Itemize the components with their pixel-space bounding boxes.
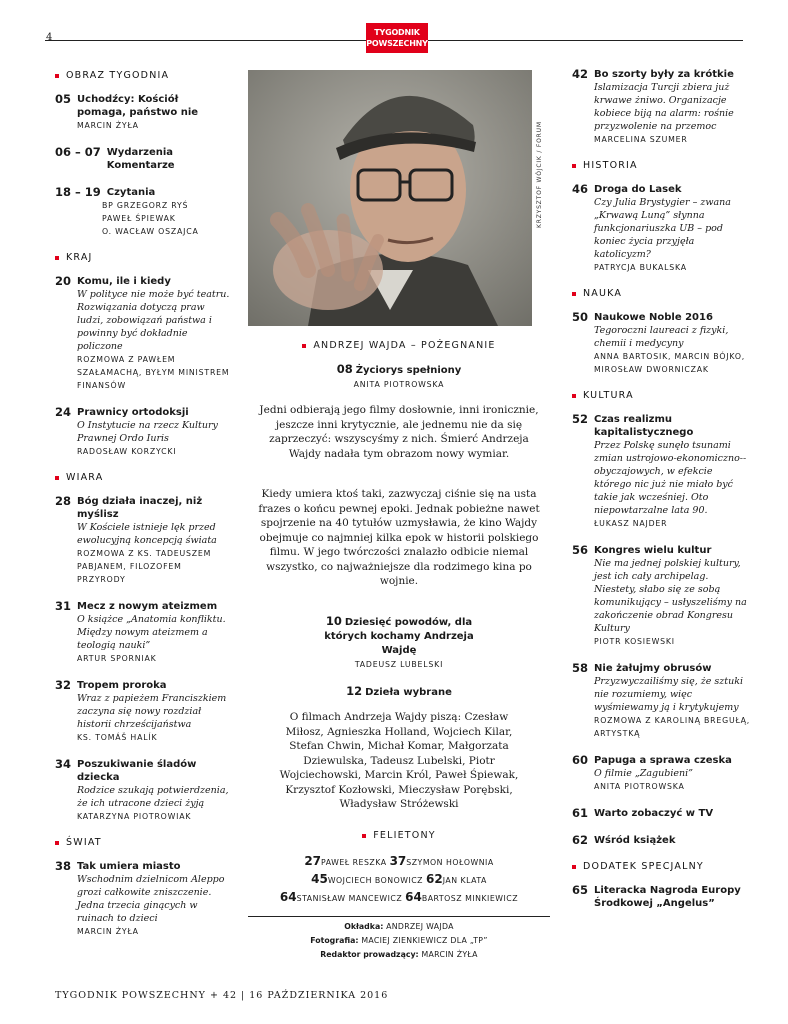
page-ref: 50 [572, 310, 589, 324]
feletony-page: 62 [426, 872, 443, 886]
entry-title: Wydarzenia Komentarze [106, 147, 175, 171]
entry-heading [572, 834, 752, 847]
entry-author: KS. TOMÁŠ HALÍK [77, 733, 158, 742]
section-heading [55, 837, 230, 848]
entry-description: Przyzwyczailiśmy się, że sztuki nie rozumiemy, więc wyśmiewamy ją i krytykujemy [594, 676, 744, 713]
toc-entry [572, 183, 752, 274]
lead-paragraph-2: Kiedy umiera ktoś taki, zazwyczaj ciśnie się na usta frazes o końcu pewnej epoki. Jednak pobieżne nawet spojrzenie na 40 tytułów uzmysławia, że kino Wajdy obejmuje co najmniej kilka epok w historii polskiego filmu. W jego twórczości znalazło odbicie niemal wszystko, co najważniejsze dla rodzimego kina po wojnie. [258, 488, 540, 587]
magazine-logo: TYGODNIK POWSZECHNY [366, 23, 428, 53]
page-ref: 31 [55, 599, 72, 613]
entry-author: ARTUR SPORNIAK [77, 654, 157, 663]
toc-entry [55, 186, 230, 238]
entry-heading [572, 662, 752, 675]
page-ref: 06 – 07 [55, 145, 101, 159]
entry-heading [572, 413, 752, 439]
section-marker-icon [362, 834, 366, 838]
lead-article: 08 Życiorys spełniony ANITA PIOTROWSKA [248, 362, 550, 391]
toc-entry [572, 754, 752, 793]
entry-title: Bóg działa inaczej, niż myślisz [77, 496, 203, 520]
entry-title: Naukowe Noble 2016 [594, 312, 713, 323]
entry-author: RADOSŁAW KORZYCKI [77, 447, 177, 456]
page-ref: 05 [55, 92, 72, 106]
page-ref: 20 [55, 274, 72, 288]
entry-heading [572, 884, 752, 910]
section-heading [572, 390, 752, 401]
entry-heading [55, 679, 230, 692]
entry-author: ROZMOWA Z KS. TADEUSZEM PABJANEM, FILOZOFEM PRZYRODY [77, 549, 212, 584]
entry-heading [55, 758, 230, 784]
entry-heading [572, 754, 752, 767]
section-title: DODATEK SPECJALNY [583, 861, 704, 872]
cover-credits [248, 920, 550, 962]
toc-entry [55, 860, 230, 938]
section-marker-icon [55, 74, 59, 78]
footer-title: TYGODNIK POWSZECHNY [55, 990, 206, 1001]
entry-description: Islamizacja Turcji zbiera już krwawe żniwo. Organizacje kobiece biją na alarm: rośnie przyzwolenie na przemoc [594, 82, 734, 132]
entry-title: Uchodźcy: Kościół pomaga, państwo nie [77, 94, 199, 118]
entry-author: MARCIN ŻYŁA [77, 927, 139, 936]
entry-title: Komu, ile i kiedy [77, 276, 171, 287]
section-heading [572, 160, 752, 171]
entry-title: Nie żałujmy obrusów [594, 663, 712, 674]
entry-heading [572, 807, 752, 820]
credit-line [248, 934, 550, 948]
toc-section [55, 472, 230, 823]
article-selected-works: 12 Dzieła wybrane [346, 684, 452, 698]
entry-description: Czy Julia Brystygier – zwana „Krwawą Luną” słynna funkcjonariuszka UB – pod koniec życia przyjęła katolicyzm? [594, 197, 731, 260]
section-heading [55, 70, 230, 81]
page-ref: 24 [55, 405, 72, 419]
portrait-illustration [248, 70, 532, 326]
entry-author: ROZMOWA Z PAWŁEM SZAŁAMACHĄ, BYŁYM MINISTREM FINANSÓW [77, 355, 230, 390]
feletony-page: 64 [279, 890, 297, 904]
credit-line [248, 948, 550, 962]
toc-entry [572, 68, 752, 146]
credits-rule [248, 916, 550, 917]
page-ref: 61 [572, 806, 589, 820]
section-title: KULTURA [583, 390, 634, 401]
entry-author: ANITA PIOTROWSKA [594, 782, 685, 791]
entry-description: Przez Polskę sunęło tsunami zmian ustrojowo-ekonomiczno--obyczajowych, w efekcie którego nic już nie miało być takie jak wcześniej. Oto niepowtarzalne lata 90. [594, 440, 747, 516]
feletony-row [248, 889, 550, 907]
entry-title: Tak umiera miasto [77, 861, 181, 872]
page-ref: 18 – 19 [55, 185, 101, 199]
entry-description: W Kościele istnieje lęk przed ewolucyjną koncepcją świata [77, 522, 217, 546]
feletony-author: STANISŁAW MANCEWICZ [296, 894, 403, 903]
feletony-author: BARTOSZ MINKIEWICZ [421, 894, 519, 903]
entry-title: Papuga a sprawa czeska [594, 755, 732, 766]
wajda-portrait-photo [248, 70, 532, 326]
toc-section [572, 68, 752, 146]
feletony-row [248, 853, 550, 871]
entry-heading [55, 600, 230, 613]
feletony-page: 27 [304, 854, 322, 868]
feletony-page: 45 [311, 872, 328, 886]
entry-title: Bo szorty były za krótkie [594, 69, 734, 80]
toc-entry [572, 413, 752, 530]
credit-value: ANDRZEJ WAJDA [386, 922, 454, 931]
credit-line [248, 920, 550, 934]
toc-section [572, 390, 752, 847]
toc-entry [572, 884, 752, 910]
section-heading [55, 252, 230, 263]
entry-title: Prawnicy ortodoksji [77, 407, 189, 418]
entry-author: MARCIN ŻYŁA [77, 121, 139, 130]
page-ref: 56 [572, 543, 589, 557]
page-ref: 42 [572, 67, 589, 81]
entry-title: Poszukiwanie śladów dziecka [77, 759, 197, 783]
toc-entry [572, 544, 752, 648]
toc-entry [55, 146, 230, 172]
entry-heading [55, 146, 230, 172]
feletony-author: JAN KLATA [442, 876, 487, 885]
credit-label: Okładka: [344, 922, 384, 931]
entry-heading [55, 495, 230, 521]
section-heading [55, 472, 230, 483]
credit-value: MACIEJ ZIENKIEWICZ DLA „TP” [361, 936, 488, 945]
feletony-author: PAWEŁ RESZKA [321, 858, 387, 867]
toc-entry [55, 679, 230, 744]
entry-author: PIOTR KOSIEWSKI [594, 637, 675, 646]
center-section-heading: ANDRZEJ WAJDA – POŻEGNANIE [248, 340, 550, 351]
entry-title: Mecz z nowym ateizmem [77, 601, 218, 612]
selected-works-authors: O filmach Andrzeja Wajdy piszą: Czesław Miłosz, Agnieszka Holland, Wojciech Kilar, Stefan Chwin, Michał Komar, Małgorzata Dziewulska, Tadeusz Lubelski, Piotr Wojciechowski, Marcin Król, Paweł Śpiewak, Krzysztof Kozłowski, Mieczysław Porębski, Władysław Stróżewski [279, 711, 519, 810]
section-title: ŚWIAT [66, 837, 102, 848]
feletony-row [248, 871, 550, 889]
toc-entry [572, 807, 752, 820]
section-title: OBRAZ TYGODNIA [66, 70, 170, 81]
entry-heading [55, 406, 230, 419]
section-marker-icon [572, 292, 576, 296]
entry-description: Wschodnim dzielnicom Aleppo grozi całkowite zniszczenie. Jedna trzecia ginących w ruinach to dzieci [77, 874, 225, 924]
entry-author: MARCELINA SZUMER [594, 135, 688, 144]
entry-description: Nie ma jednej polskiej kultury, jest ich cały archipelag. Niestety, słabo się ze sobą komunikujący – usłyszeliśmy na zakończenie obrad Kongresu Kultury [594, 558, 747, 634]
entry-heading [55, 275, 230, 288]
entry-title: Wśród książek [594, 835, 676, 846]
toc-entry [55, 495, 230, 586]
entry-heading [55, 860, 230, 873]
toc-section [55, 70, 230, 238]
toc-section [572, 861, 752, 910]
page-ref: 28 [55, 494, 72, 508]
entry-title: Tropem proroka [77, 680, 167, 691]
feletony-page: 64 [405, 890, 422, 904]
section-title: HISTORIA [583, 160, 638, 171]
feletony-page: 37 [389, 854, 407, 868]
page-ref: 58 [572, 661, 589, 675]
section-title: NAUKA [583, 288, 623, 299]
entry-description: W polityce nie może być teatru. Rozwiązania dotyczą praw ludzi, zobowiązań państwa i powinny być dokładnie policzone [77, 289, 230, 352]
toc-section [55, 252, 230, 458]
toc-section [572, 288, 752, 376]
section-title: WIARA [66, 472, 104, 483]
feletony-author: WOJCIECH BONOWICZ [327, 876, 424, 885]
toc-entry [55, 758, 230, 823]
page-ref: 46 [572, 182, 589, 196]
credit-label: Redaktor prowadzący: [320, 950, 419, 959]
entry-title: Literacka Nagroda Europy Środkowej „Angelus” [594, 885, 741, 909]
section-title: KRAJ [66, 252, 93, 263]
entry-heading [572, 183, 752, 196]
section-heading [572, 861, 752, 872]
left-toc-column [55, 70, 230, 952]
entry-author: BP GRZEGORZ RYŚ PAWEŁ ŚPIEWAK O. WACŁAW OSZAJCA [102, 201, 199, 236]
toc-entry [55, 600, 230, 665]
section-marker-icon [55, 841, 59, 845]
toc-entry [572, 311, 752, 376]
section-marker-icon [55, 256, 59, 260]
toc-entry [55, 93, 230, 132]
lead-paragraph-1: Jedni odbierają jego filmy dosłownie, inni ironicznie, jeszcze inni krytycznie, ale jednemu nie da się zaprzeczyć: wszyscyśmy z nich. Śmierć Andrzeja Wajdy nadała tym obrazom nowy wymiar. [259, 404, 539, 460]
entry-author: ROZMOWA Z KAROLINĄ BREGUŁĄ, ARTYSTKĄ [594, 716, 751, 738]
page-ref: 60 [572, 753, 589, 767]
entry-description: Tegoroczni laureaci z fizyki, chemii i medycyny [594, 325, 729, 349]
page-ref: 62 [572, 833, 589, 847]
entry-description: Rodzice szukają potwierdzenia, że ich utracone dzieci żyją [77, 785, 229, 809]
page-footer: TYGODNIK POWSZECHNY + 42 | 16 PAŹDZIERNIKA 2016 [55, 990, 389, 1001]
entry-title: Kongres wielu kultur [594, 545, 712, 556]
entry-title: Warto zobaczyć w TV [594, 808, 714, 819]
entry-heading [55, 186, 230, 199]
toc-entry [572, 662, 752, 740]
toc-entry [55, 406, 230, 458]
toc-entry [572, 834, 752, 847]
entry-title: Czas realizmu kapitalistycznego [594, 414, 694, 438]
footer-issue: 42 | 16 PAŹDZIERNIKA 2016 [222, 990, 389, 1001]
entry-description: O Instytucie na rzecz Kultury Prawnej Ordo Iuris [77, 420, 218, 444]
section-marker-icon [302, 344, 306, 348]
page-ref: 34 [55, 757, 72, 771]
credit-value: MARCIN ŻYŁA [421, 950, 478, 959]
toc-entry [55, 275, 230, 392]
entry-heading [572, 68, 752, 81]
right-toc-column [572, 68, 752, 924]
entry-author: ANNA BARTOSIK, MARCIN BÓJKO, MIROSŁAW DWORNICZAK [594, 352, 746, 374]
feletony-heading: FELIETONY [248, 830, 550, 841]
entry-description: Wraz z papieżem Franciszkiem zaczyna się nowy rozdział historii chrześcijaństwa [77, 693, 227, 730]
section-marker-icon [55, 476, 59, 480]
entry-heading [572, 311, 752, 324]
lead-author: ANITA PIOTROWSKA [353, 380, 445, 389]
section-marker-icon [572, 865, 576, 869]
entry-author: ŁUKASZ NAJDER [594, 519, 668, 528]
entry-heading [55, 93, 230, 119]
toc-section [55, 837, 230, 938]
entry-description: O filmie „Zagubieni” [594, 768, 694, 779]
credit-label: Fotografia: [310, 936, 359, 945]
entry-title: Droga do Lasek [594, 184, 682, 195]
page-ref: 32 [55, 678, 72, 692]
toc-section [572, 160, 752, 274]
feletony-list [248, 853, 550, 907]
entry-description: O książce „Anatomia konfliktu. Między nowym ateizmem a teologią nauki” [77, 614, 226, 651]
section-heading [572, 288, 752, 299]
page-ref: 38 [55, 859, 72, 873]
photo-credit: KRZYSZTOF WÓJCIK / FORUM [536, 121, 543, 228]
feletony-author: SZYMON HOŁOWNIA [406, 858, 494, 867]
page-ref: 65 [572, 883, 589, 897]
page-ref: 52 [572, 412, 589, 426]
entry-title: Czytania [106, 187, 156, 198]
section-marker-icon [572, 164, 576, 168]
entry-author: KATARZYNA PIOTROWIAK [77, 812, 192, 821]
entry-heading [572, 544, 752, 557]
page-number: 4 [46, 32, 53, 43]
entry-author: PATRYCJA BUKALSKA [594, 263, 687, 272]
section-marker-icon [572, 394, 576, 398]
article-reasons: 10 Dziesięć powodów, dla których kochamy Andrzeja Wajdę TADEUSZ LUBELSKI [324, 614, 474, 669]
